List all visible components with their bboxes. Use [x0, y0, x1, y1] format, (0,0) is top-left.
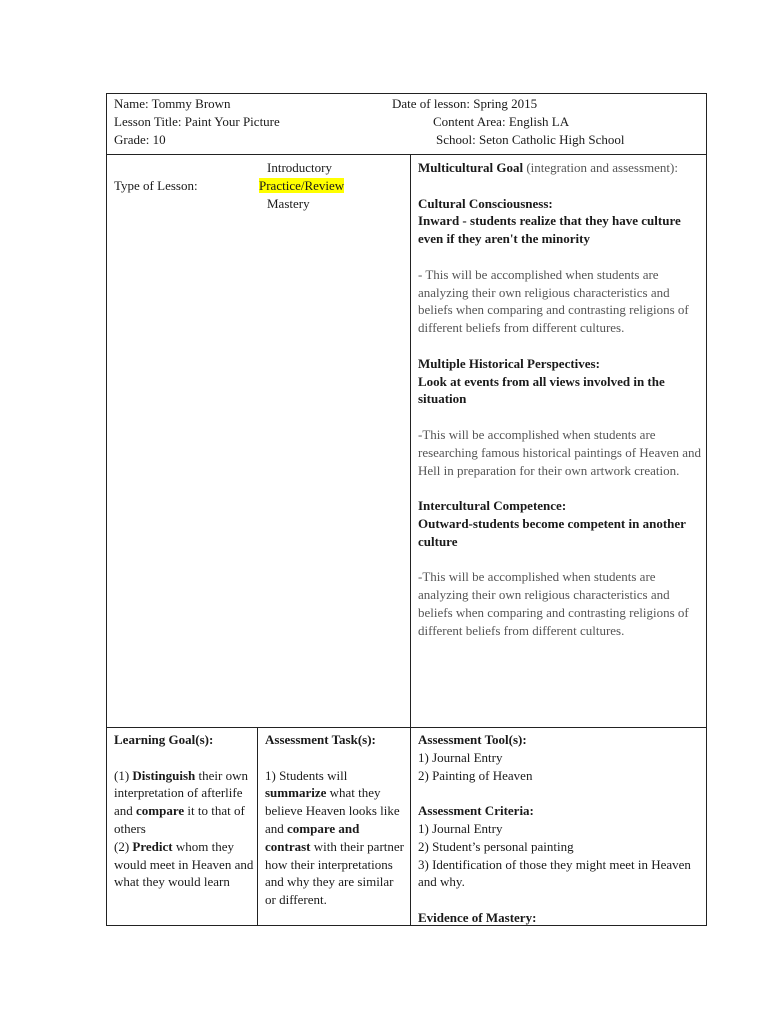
lesson-type-mastery: Mastery: [267, 195, 310, 211]
evidence-of-mastery-title: Evidence of Mastery:: [418, 909, 537, 925]
intercultural-competence-text: -This will be accomplished when students are analyzing their own religious characteristics and beliefs when comparing and contrasting religions of different beliefs from different cultures.: [418, 569, 689, 638]
learning-goal-1-text-2: it to that of others: [114, 803, 245, 836]
grade: Grade: 10: [114, 132, 166, 147]
learning-goal-1-verb-2: compare: [136, 803, 185, 819]
multicultural-goal-suffix: (integration and assessment):: [523, 160, 678, 175]
learning-goal-1-text: their own interpretation of afterlife and: [114, 767, 249, 819]
learning-goal-2-number: (2): [114, 838, 133, 854]
historical-perspectives-text: -This will be accomplished when students are researching famous historical paintings of Heaven and Hell in preparation for their own artwork creation.: [418, 426, 702, 478]
table-border-top: [106, 93, 707, 94]
lesson-header: [114, 95, 704, 149]
historical-perspectives-heading: Multiple Historical Perspectives:: [418, 355, 600, 371]
learning-goals-title: Learning Goal(s):: [114, 732, 214, 747]
table-border-right: [706, 93, 707, 926]
learning-goal-2-verb: Predict: [132, 838, 173, 854]
assessment-criterion-2: 2) Student’s personal painting: [418, 838, 574, 854]
learning-goal-2-text: whom they would meet in Heaven and what they would learn: [114, 838, 254, 890]
lesson-type-label: Type of Lesson:: [114, 178, 198, 193]
assessment-tasks-title: Assessment Task(s):: [265, 732, 376, 747]
assessment-tool-1: 1) Journal Entry: [418, 749, 503, 765]
assessment-task-verb-2: compare and contrast: [265, 820, 360, 854]
header-row-divider: [106, 154, 707, 155]
assessment-task-text-3: with their partner how their interpretations and why they are similar or different.: [265, 838, 404, 908]
lesson-title: Lesson Title: Paint Your Picture: [114, 114, 280, 129]
assessment-tool-2: 2) Painting of Heaven: [418, 767, 533, 783]
multicultural-goal-cell: [418, 159, 702, 640]
intercultural-competence-heading: Intercultural Competence:: [418, 498, 567, 514]
assessment-criteria-title: Assessment Criteria:: [418, 803, 534, 819]
assessment-tasks-cell: [265, 731, 407, 909]
learning-goals-cell: [114, 731, 254, 891]
intercultural-competence-subheading: Outward-students become competent in another culture: [418, 515, 686, 549]
school: School: Seton Catholic High School: [436, 132, 625, 147]
assessment-tools-cell: [418, 731, 702, 927]
assessment-criterion-1: 1) Journal Entry: [418, 820, 503, 836]
assessment-task-text-2: what they believe Heaven looks like and: [265, 785, 400, 836]
lesson-type-introductory: Introductory: [267, 160, 332, 175]
learning-goal-1-number: (1): [114, 767, 133, 783]
learning-goal-2: [114, 838, 254, 891]
lesson-type-practice-review: Practice/Review: [259, 177, 345, 193]
learning-goal-1-verb: Distinguish: [132, 767, 196, 783]
goals-row-divider: [106, 727, 707, 728]
assessment-task-text: 1) Students will: [265, 767, 348, 783]
learning-goal-1: [114, 767, 254, 838]
column-divider-middle: [257, 727, 258, 926]
table-border-left: [106, 93, 107, 926]
assessment-tools-title: Assessment Tool(s):: [418, 732, 527, 747]
column-divider-right: [410, 154, 411, 926]
content-area: Content Area: English LA: [433, 114, 570, 129]
multicultural-goal-title: Multicultural Goal: [418, 160, 524, 175]
assessment-criterion-3: 3) Identification of those they might meet in Heaven and why.: [418, 856, 691, 890]
cultural-consciousness-subheading: Inward - students realize that they have culture even if they aren't the minority: [418, 213, 681, 247]
lesson-type-options: [259, 159, 399, 212]
assessment-task-verb: summarize: [265, 785, 327, 801]
historical-perspectives-subheading: Look at events from all views involved in the situation: [418, 373, 665, 407]
teacher-name: Name: Tommy Brown: [114, 96, 231, 111]
cultural-consciousness-text: - This will be accomplished when students are analyzing their own religious characteristics and beliefs when comparing and contrasting religions of different beliefs from different cultures.: [418, 266, 689, 336]
cultural-consciousness-heading: Cultural Consciousness:: [418, 195, 553, 211]
assessment-task-1: [265, 767, 407, 909]
lesson-date: Date of lesson: Spring 2015: [392, 96, 538, 111]
